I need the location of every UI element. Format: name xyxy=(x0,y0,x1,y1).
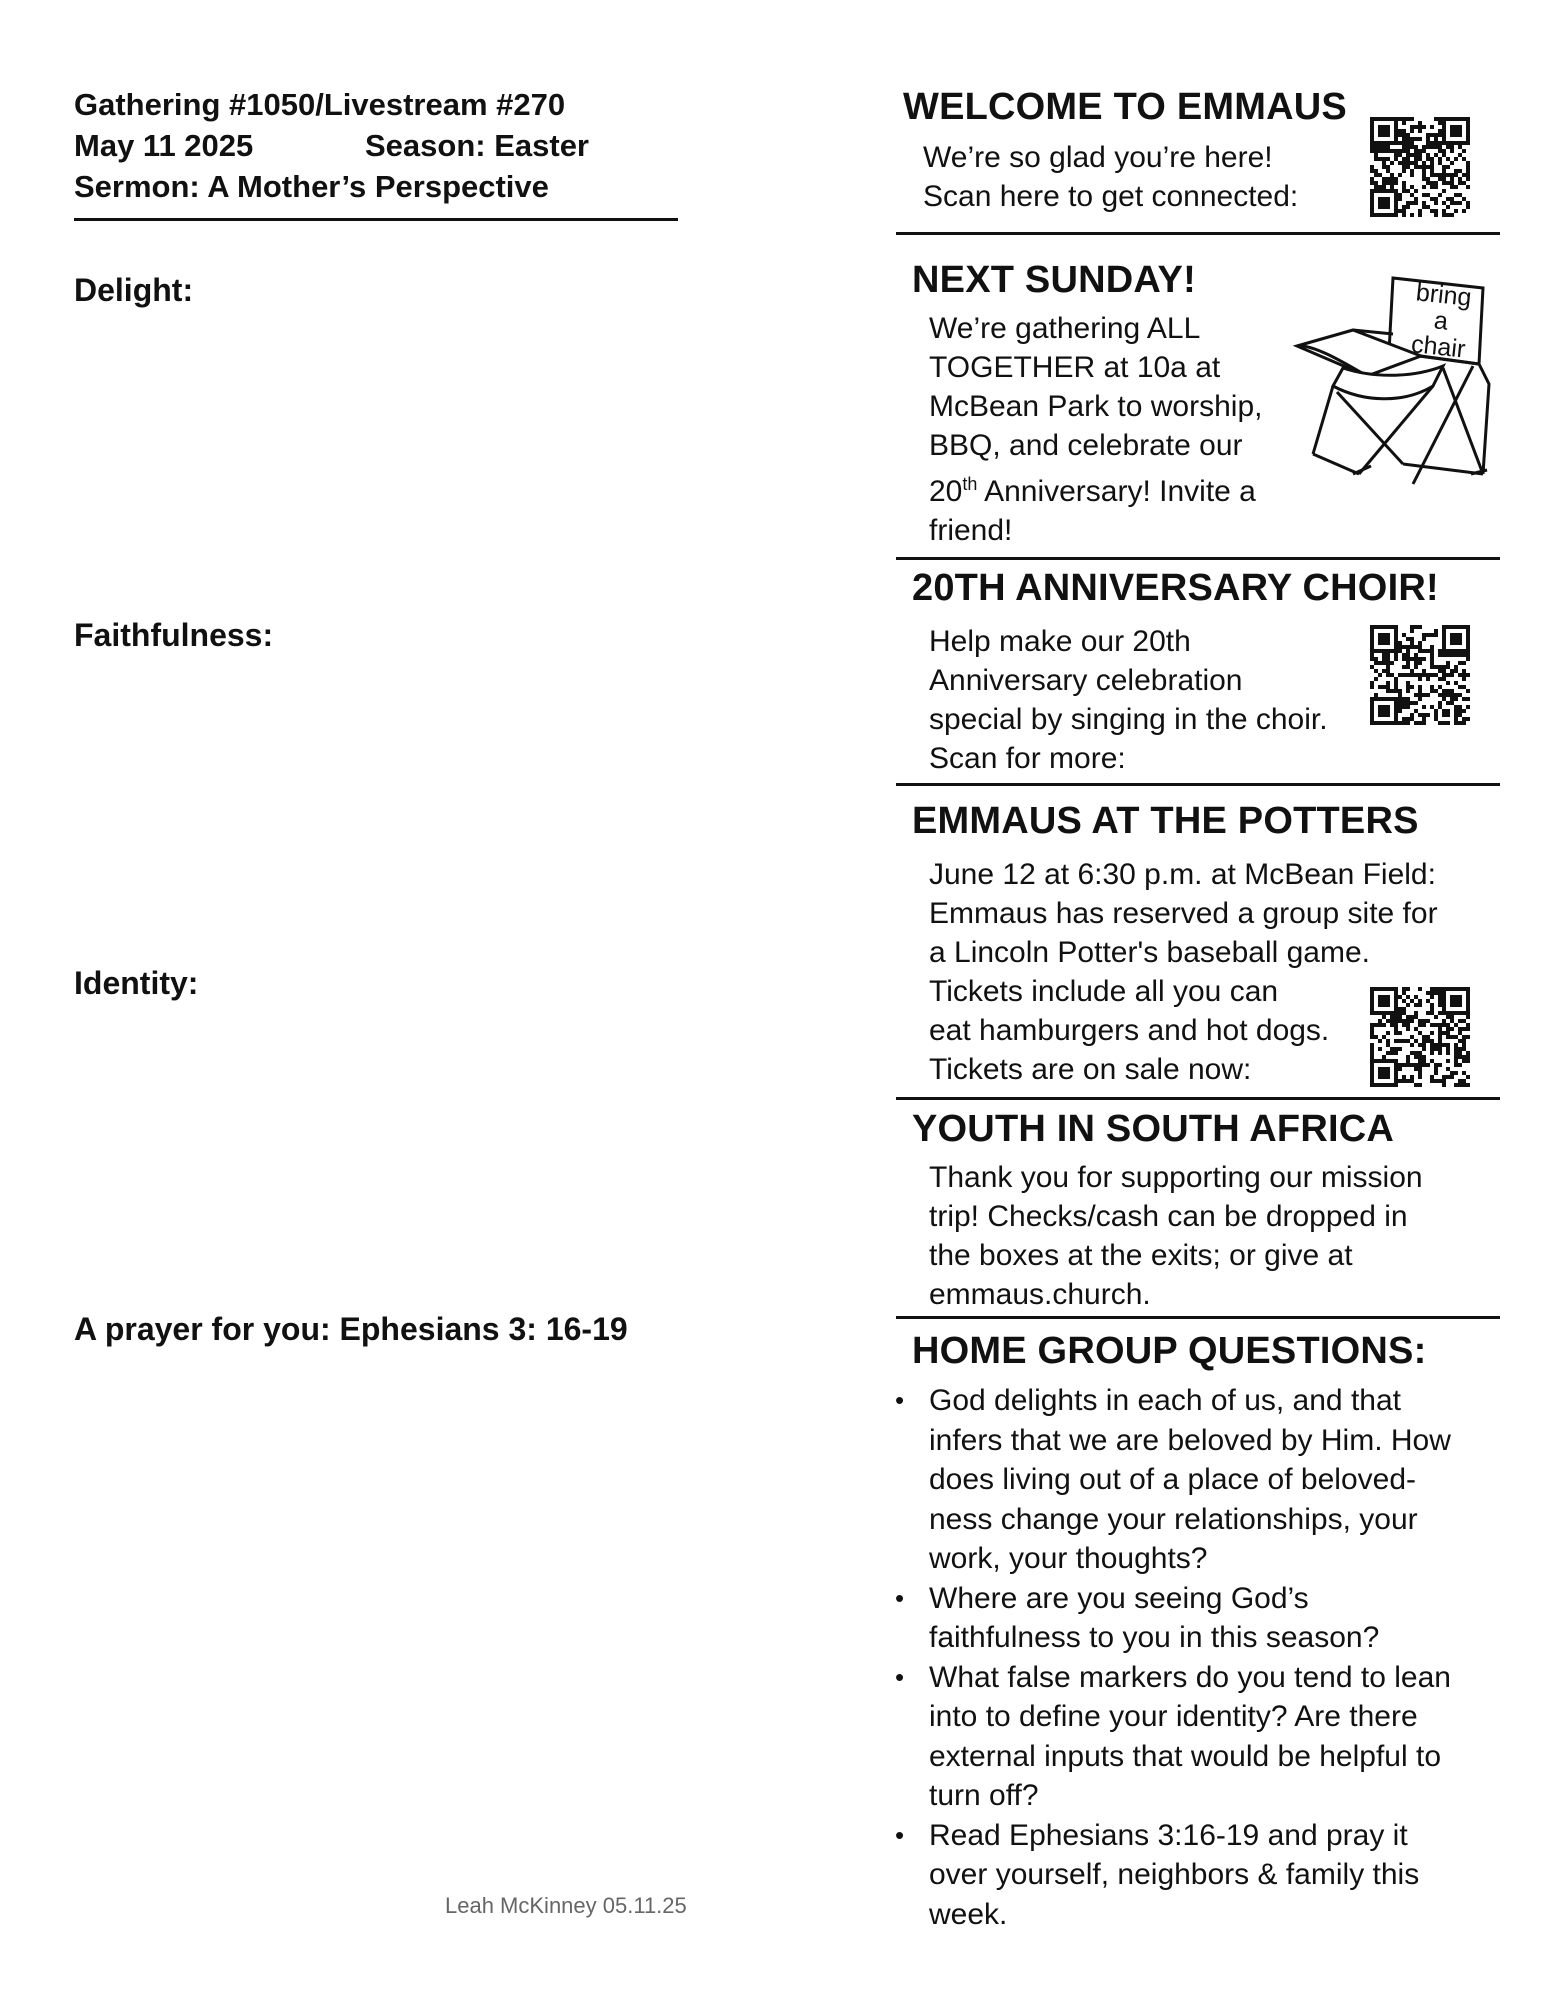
next-sunday-line: We’re gathering ALL xyxy=(929,312,1201,345)
potters-line: eat hamburgers and hot dogs. xyxy=(929,1014,1330,1047)
next-sunday-title: NEXT SUNDAY! xyxy=(912,259,1196,301)
potters-line: a Lincoln Potter's baseball game. xyxy=(929,936,1370,969)
next-sunday-text xyxy=(929,309,1262,550)
youth-line: trip! Checks/cash can be dropped in xyxy=(929,1200,1408,1233)
welcome-title: WELCOME TO EMMAUS xyxy=(903,86,1347,128)
potters-line: Tickets are on sale now: xyxy=(929,1053,1252,1086)
next-sunday-line: McBean Park to worship, xyxy=(929,390,1263,423)
anniversary-line: 20th Anniversary! Invite a xyxy=(929,474,1256,508)
choir-line: Anniversary celebration xyxy=(929,664,1243,697)
potters-text xyxy=(929,855,1438,1089)
list-item: • God delights in each of us, and that infers that we are beloved by Him. How does living out of a place of beloved- ness change your relationships, your work, your thoughts? xyxy=(893,1381,1451,1579)
list-item: • What false markers do you tend to lean into to define your identity? Are there external inputs that would be helpful to turn off? xyxy=(893,1658,1451,1816)
choir-line: special by singing in the choir. xyxy=(929,703,1328,736)
youth-title: YOUTH IN SOUTH AFRICA xyxy=(912,1108,1395,1150)
prayer-label: A prayer for you: Ephesians 3: 16-19 xyxy=(74,1311,628,1347)
youth-text xyxy=(929,1158,1423,1314)
section-divider xyxy=(896,232,1500,235)
faithfulness-label: Faithfulness: xyxy=(74,617,274,653)
potters-title: EMMAUS AT THE POTTERS xyxy=(912,800,1419,842)
welcome-text xyxy=(923,138,1298,216)
youth-line: Thank you for supporting our mission xyxy=(929,1161,1423,1194)
choir-line: Scan for more: xyxy=(929,742,1126,775)
gathering-number: Gathering #1050/Livestream #270 xyxy=(74,87,566,122)
choir-text xyxy=(929,622,1328,778)
potters-line: Tickets include all you can xyxy=(929,975,1279,1008)
next-sunday-line: TOGETHER at 10a at xyxy=(929,351,1221,384)
welcome-line: Scan here to get connected: xyxy=(923,180,1299,213)
potters-line: June 12 at 6:30 p.m. at McBean Field: xyxy=(929,858,1436,891)
header-divider xyxy=(74,218,678,221)
next-sunday-line: BBQ, and celebrate our xyxy=(929,429,1243,462)
folding-chair-icon xyxy=(1293,274,1493,514)
service-date: May 11 2025 xyxy=(74,128,254,163)
home-group-questions xyxy=(893,1381,1451,1934)
qr-code-icon[interactable] xyxy=(1370,117,1470,217)
qr-code-icon[interactable] xyxy=(1370,625,1470,725)
choir-title: 20TH ANNIVERSARY CHOIR! xyxy=(912,567,1439,609)
author-footer: Leah McKinney 05.11.25 xyxy=(445,1893,687,1918)
sermon-title: Sermon: A Mother’s Perspective xyxy=(74,169,549,204)
section-divider xyxy=(896,1316,1500,1319)
delight-label: Delight: xyxy=(74,272,194,308)
section-divider xyxy=(896,557,1500,560)
next-sunday-line: friend! xyxy=(929,514,1013,547)
list-item: • Where are you seeing God’s faithfulness to you in this season? xyxy=(893,1579,1451,1658)
choir-line: Help make our 20th xyxy=(929,625,1191,658)
section-divider xyxy=(896,1097,1500,1100)
gathering-header xyxy=(74,84,589,207)
section-divider xyxy=(896,783,1500,786)
identity-label: Identity: xyxy=(74,965,199,1001)
qr-code-icon[interactable] xyxy=(1370,987,1470,1087)
youth-line: the boxes at the exits; or give at xyxy=(929,1239,1353,1272)
list-item: • Read Ephesians 3:16-19 and pray it over yourself, neighbors & family this week. xyxy=(893,1816,1451,1935)
season-label: Season: Easter xyxy=(365,128,589,163)
welcome-line: We’re so glad you’re here! xyxy=(923,141,1273,174)
chair-sign-text: bring a chair xyxy=(1409,278,1473,364)
youth-line: emmaus.church. xyxy=(929,1278,1151,1311)
home-group-title: HOME GROUP QUESTIONS: xyxy=(912,1330,1427,1372)
potters-line: Emmaus has reserved a group site for xyxy=(929,897,1438,930)
